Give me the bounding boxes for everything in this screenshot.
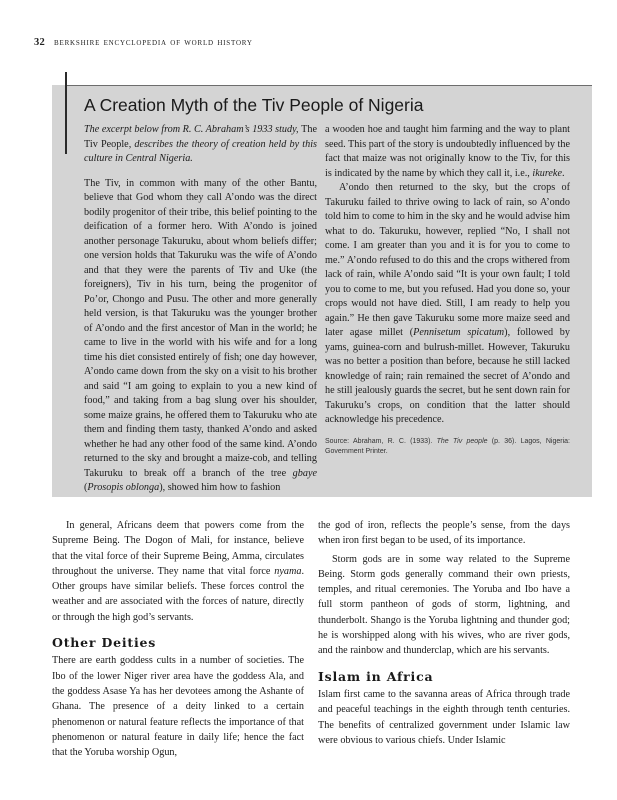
body-paragraph: In general, Africans deem that powers come from the Supreme Being. The Dogon of Mali, for instance, believe that the vital force of their Supreme Being, Amma, circulates throughout the universe. They name that vital force nyama. Other groups have similar beliefs. These forces control the weather and are associated with the forces of nature, directly or through the high god’s servants. — [52, 520, 304, 623]
sidebar-top-rule — [65, 85, 592, 86]
book-title: berkshire encyclopedia of world history — [54, 37, 253, 48]
term-pennisetum: Pennisetum spicatum — [413, 327, 505, 338]
sidebar-intro: The excerpt below from R. C. Abraham’s 1933 study, The Tiv People, describes the theory of creation held by this culture in Central Nigeria. — [84, 124, 317, 164]
running-head — [34, 37, 253, 48]
sidebar-left-column — [84, 123, 317, 496]
sidebar-source: Source: Abraham, R. C. (1933). The Tiv people (p. 36). Lagos, Nigeria: Government Printer. — [325, 437, 570, 455]
heading-other-deities: Other Deities — [52, 635, 157, 651]
sidebar-right-paragraph-2: A’ondo then returned to the sky, but the crops of Takuruku failed to thrive owing to lack of rain, so A’ondo told him to come to him in the sky and he would advise him what to do. Takuruku, however, replied “No, I shall not come. I am greater than you and it is for you to come to me.” A’ondo refused to do this and the crops withered from lack of rain, while A’ondo said “It is your own fault; I told you to come to me, but you refused. Had you done so, your crops would not have died. Still, I am ready to help you again.” He then gave Takuruku some more maize seed and later agase millet (Pennisetum spicatum), followed by yams, guinea-corn and bulrush-millet. However, Takuruku was no better a position than before, because he still lacked knowledge of rain; rain remained the secret of A’ondo and he still jealously guards the secret, but he sent down rain for Takuruku’s crops, on condition that the latter should acknowledge his precedence. — [325, 182, 571, 425]
term-ikureke: ikureke — [532, 167, 562, 179]
body-paragraph: Storm gods are in some way related to the Supreme Being. Storm gods generally command their own priests, temples, and ritual ceremonies. The Yoruba and Ibo have a full storm pantheon of gods of storm, lightning, and thunderbolt. Shango is the Yoruba lightning and thunder god; he is worshipped along with his wives, who are river gods, and the rainbow and thunderclap, which are his servants. — [318, 553, 570, 657]
sidebar-left-paragraph: The Tiv, in common with many of the other Bantu, believe that God whom they call A’ondo was the direct bodily progenitor of their tribe, this belief pointing to the deification of a former hero. With A’ondo is joined another personage Takuruku, about whom beliefs differ; one version holds that Takuruku was the wife of A’ondo and that they were the parents of Tiv and Uke (the foreigners), Tiv in his turn, being the progenitor of Po’or, Chongo and Pusu. The other and more generally held version, is that Takuruku was the younger brother of A’ondo and the first ancestor of Man in the world; he came to live in the world with his wife and for a long time his diet consisted entirely of fish; one day however, A’ondo came down from the sky on a visit to his brother and said “I am going to explain to you a new kind of food,” and taking from a bag slung over his shoulder, some maize grains, he offered them to Takuruku who ate them and finding them tasty, thanked A’ondo and asked whether he had any other food of the same kind. A’ondo returned to the sky and brought a maize-cob, and telling Takuruku to break off a branch of the tree gbaye (Prosopis oblonga), showed him how to fashion — [84, 177, 317, 493]
body-paragraph: There are earth goddess cults in a number of societies. The Ibo of the lower Niger river area have the goddess Ala, and the goddess Asase Ya has her devotees among the Ashante of Ghana. The presence of a deity linked to a certain phenomenon or natural feature reflects the importance of that phenomenon or natural feature in daily life; hence the fact that the Yoruba worship Ogun, — [52, 655, 304, 759]
heading-islam-in-africa: Islam in Africa — [318, 668, 434, 684]
term-gbaye: gbaye — [292, 467, 317, 479]
source-book-title: The Tiv people — [436, 437, 488, 445]
body-paragraph: the god of iron, reflects the people’s sense, from the days when iron first began to be used, of its importance. — [318, 520, 570, 547]
sidebar-vertical-rule — [65, 72, 67, 154]
body-paragraph: Islam first came to the savanna areas of Africa through trade and peaceful teachings in the eighth through tenth centuries. The benefits of centralized government under Islamic law were obvious to various chiefs. Under Islamic — [318, 688, 570, 746]
body-right-column — [318, 518, 570, 748]
page-number: 32 — [34, 37, 46, 48]
term-nyama: nyama — [274, 565, 302, 577]
body-left-column — [52, 518, 304, 760]
term-prosopis: Prosopis oblonga — [87, 482, 160, 493]
sidebar-right-column — [325, 123, 570, 457]
intro-book-title: The Tiv People — [84, 124, 317, 150]
sidebar-title: A Creation Myth of the Tiv People of Nigeria — [84, 95, 424, 115]
sidebar-right-paragraph-1: a wooden hoe and taught him farming and the way to plant seed. This part of the story is undoubtedly influenced by the fact that maize was not originally know to the Tiv, for this is indicated by the name by which they call it, i.e., ikureke. — [325, 124, 570, 179]
